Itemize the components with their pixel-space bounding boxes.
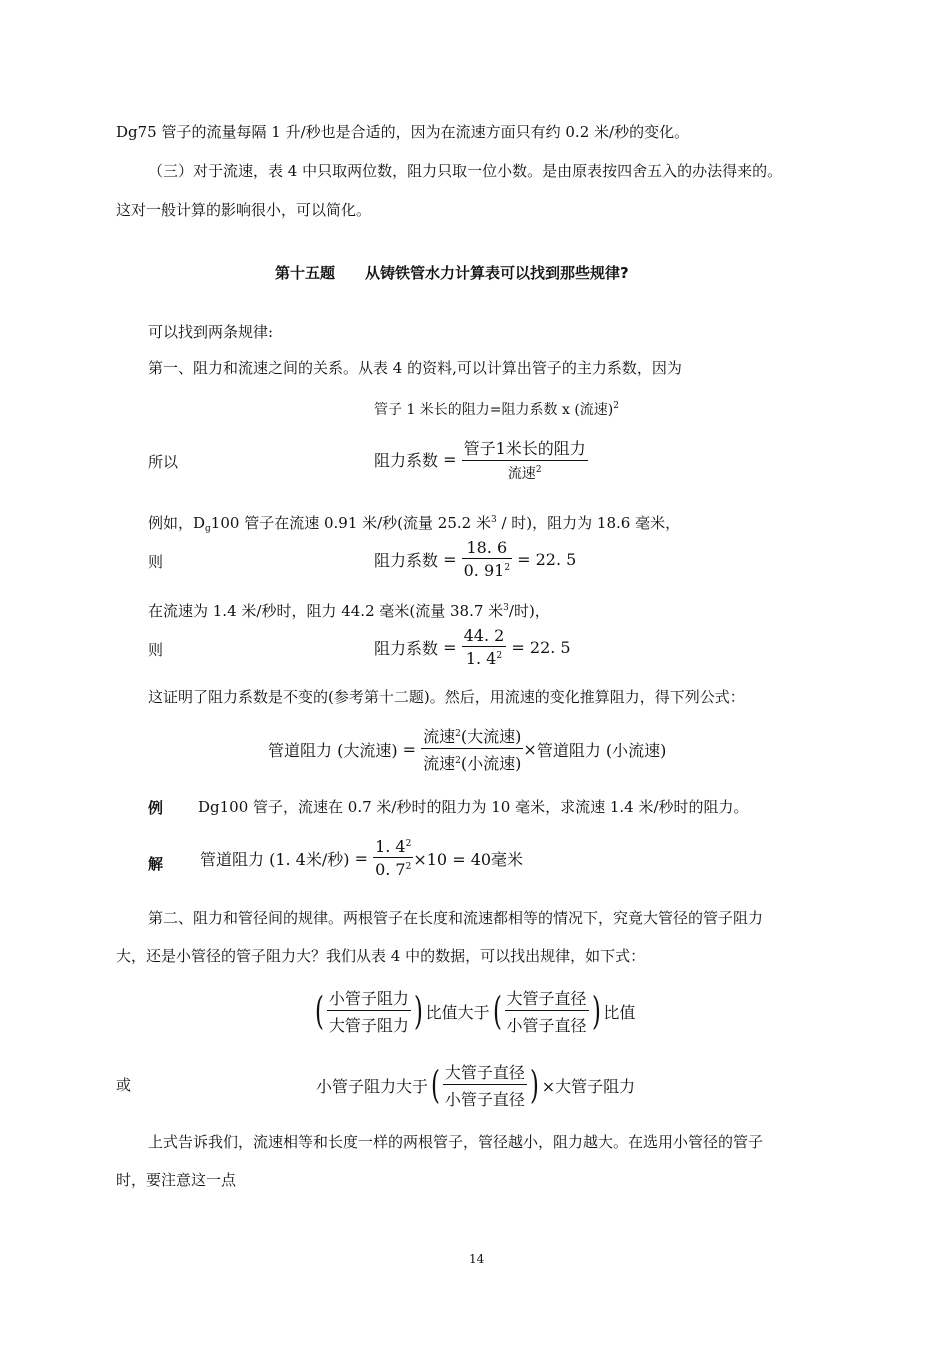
paragraph-line: （三）对于流速，表 4 中只取两位数，阻力只取一位小数。是由原表按四舍五入的办法得来的。	[148, 162, 783, 180]
formula-small-pipe: 小管子阻力大于 ( $\frac{\text{大管子直径}}{\text{小管子直径}}$ ) ×大管子阻力	[316, 1060, 635, 1110]
exponent: 2	[613, 401, 619, 411]
numerator: 大管子直径	[505, 986, 589, 1011]
formula-resistance	[374, 396, 619, 420]
formula-coefficient: 阻力系数 = $\frac{\text{管子1米长的阻力}}{流速^2}$	[374, 436, 588, 483]
section-heading: 第十五题 从铸铁管水力计算表可以找到那些规律?	[275, 264, 629, 282]
label-then: 则	[148, 553, 164, 571]
numerator: 管子1米长的阻力	[462, 436, 588, 461]
numerator: 小管子阻力	[327, 986, 411, 1011]
result: 22. 5	[535, 549, 577, 569]
label-so: 所以	[148, 453, 179, 471]
paragraph-line: 第二、阻力和管径间的规律。两根管子在长度和流速都相等的情况下，究竟大管径的管子阻力	[148, 909, 764, 927]
denominator: 流速$^2$	[507, 465, 542, 482]
solution-label: 解	[148, 855, 164, 873]
denominator: 大管子阻力	[328, 1016, 409, 1035]
paragraph-line: 可以找到两条规律:	[148, 323, 274, 341]
paragraph-line: 大，还是小管径的管子阻力大？我们从表 4 中的数据，可以找出规律，如下式：	[116, 947, 646, 965]
formula-text: 管子 1 米长的阻力=阻力系数 x (流速)	[374, 402, 614, 418]
fraction	[462, 626, 507, 668]
denominator: 0. $7^2$	[375, 860, 412, 879]
paragraph-line: 例如，$D_g100$ 管子在流速 0.91 米/秒(流量 25.2 米$^3$ / 时)，阻力为 18.6 毫米，	[148, 514, 681, 534]
paragraph-line: 上式告诉我们，流速相等和长度一样的两根管子，管径越小，阻力越大。在选用小管径的管子	[148, 1133, 764, 1151]
paragraph-line: 第一、阻力和流速之间的关系。从表 4 的资料,可以计算出管子的主力系数，因为	[148, 359, 682, 377]
numerator: 大管子直径	[443, 1060, 527, 1085]
label-or: 或	[116, 1076, 132, 1094]
numerator: 1. $4^2$	[375, 837, 412, 856]
paragraph-line: 这证明了阻力系数是不变的(参考第十二题)。然后，用流速的变化推算阻力，得下列公式：	[148, 688, 745, 706]
paragraph-line: 时，要注意这一点	[116, 1171, 237, 1189]
numerator: 44. 2	[463, 626, 505, 645]
formula-solution: 管道阻力 (1. 4米/秒) = $\frac{1. 4^2}{0. 7^2}$ ×10 = 40毫米	[200, 837, 524, 879]
example-label: 例	[148, 799, 164, 817]
numerator: 18. 6	[462, 538, 512, 559]
page-number: 14	[469, 1252, 485, 1266]
denominator: 流速$^2$(小流速)	[423, 754, 522, 773]
label-then: 则	[148, 641, 164, 659]
formula-flow-ratio: 管道阻力 (大流速) = $\frac{流速^2(大流速)}{流速^2(小流速)}$ × 管道阻力 (小流速)	[268, 724, 666, 774]
fraction	[462, 538, 512, 580]
denominator: 0. $91^2$	[463, 561, 511, 580]
formula-lhs: 阻力系数	[374, 451, 439, 470]
paragraph-line: 这对一般计算的影响很小，可以简化。	[116, 201, 372, 219]
result: 22. 5	[529, 637, 571, 657]
fraction	[505, 986, 589, 1036]
fraction	[373, 837, 413, 879]
fraction	[462, 436, 588, 483]
denominator: 1. $4^2$	[465, 649, 503, 668]
formula-example-1: 阻力系数 = $\frac{18. 6}{0. 91^2}$ = 22. 5	[374, 538, 577, 580]
denominator: 小管子直径	[506, 1016, 587, 1035]
paragraph-line: Dg100 管子，流速在 0.7 米/秒时的阻力为 10 毫米，求流速 1.4 米/秒时的阻力。	[198, 798, 749, 816]
formula-diameter-ratio: ( $\frac{\text{小管子阻力}}{\text{大管子阻力}}$ ) 比值大于 ( $\frac{\text{大管子直径}}{\text{小管子直径}}$ ) 比值	[312, 986, 635, 1036]
fraction	[421, 724, 523, 774]
paragraph-line: Dg75 管子的流量每隔 1 升/秒也是合适的，因为在流速方面只有约 0.2 米/秒的变化。	[116, 123, 690, 141]
fraction	[443, 1060, 527, 1110]
formula-example-2: 阻力系数 = $\frac{44. 2}{1. 4^2}$ = 22. 5	[374, 626, 571, 668]
denominator: 小管子直径	[444, 1090, 525, 1109]
fraction	[327, 986, 411, 1036]
numerator: 流速$^2$(大流速)	[421, 724, 523, 749]
paragraph-line: 在流速为 1.4 米/秒时，阻力 44.2 毫米(流量 38.7 米$^3$/时)，	[148, 602, 550, 620]
